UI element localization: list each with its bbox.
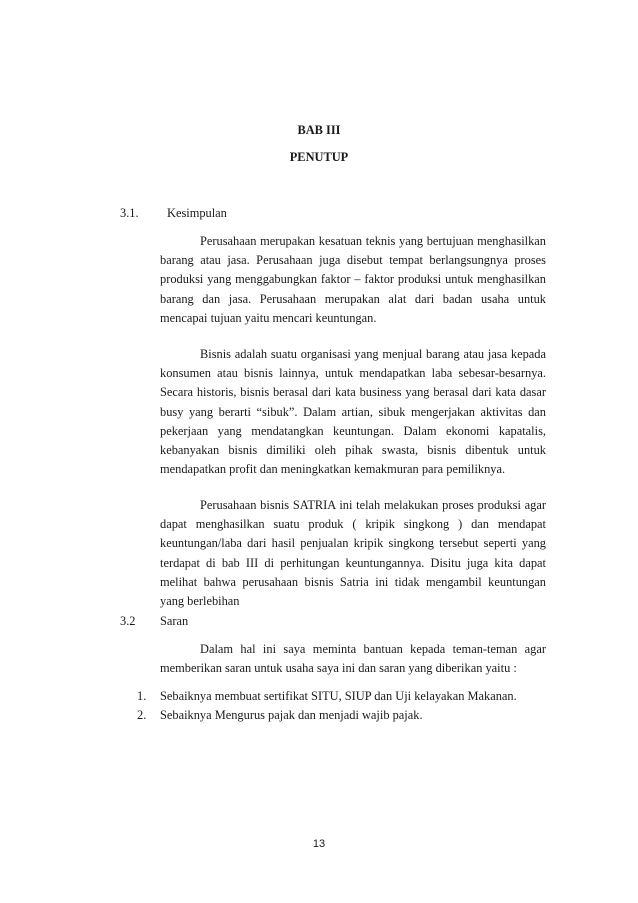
paragraph: Perusahaan bisnis SATRIA ini telah melakukan proses produksi agar dapat menghasilkan suatu produk ( kripik singkong ) dan mendapat keuntungan/laba dari hasil penjualan kripik singkong tersebut seperti yang terdapat di bab III di perhitungan keuntungannya. Disitu juga kita dapat melihat bahwa perusahaan bisnis Satria ini tidak mengambil keuntungan yang berlebihan	[160, 498, 546, 609]
section-title: Kesimpulan	[167, 206, 227, 220]
list-item	[137, 687, 557, 706]
paragraph: Dalam hal ini saya meminta bantuan kepada teman-teman agar memberikan saran untuk usaha saya ini dan saran yang diberikan yaitu :	[160, 642, 546, 676]
chapter-title: PENUTUP	[289, 150, 349, 164]
section-number: 3.2	[120, 614, 136, 628]
list-number: 1.	[137, 689, 147, 703]
section-title: Saran	[160, 614, 189, 628]
chapter-heading: BAB III	[297, 123, 341, 137]
list-text: Sebaiknya membuat sertifikat SITU, SIUP dan Uji kelayakan Makanan.	[160, 689, 517, 703]
page-number: 13	[312, 838, 326, 850]
suggestion-list	[137, 687, 557, 725]
list-text: Sebaiknya Mengurus pajak dan menjadi wajib pajak.	[160, 708, 423, 723]
section-number: 3.1.	[120, 206, 139, 220]
paragraph: Bisnis adalah suatu organisasi yang menjual barang atau jasa kepada konsumen atau bisnis lainnya, untuk mendapatkan laba sebesar-besarnya. Secara historis, bisnis berasal dari kata business yang berasal dari kata dasar busy yang berarti “sibuk”. Dalam artian, sibuk mengerjakan aktivitas dan pekerjaan yang mendatangkan keuntungan. Dalam ekonomi kapatalis, kebanyakan bisnis dimiliki oleh pihak swasta, bisnis dibentuk untuk mendapatkan profit dan meningkatkan kemakmuran para pemiliknya.	[160, 347, 546, 477]
list-item	[137, 706, 557, 725]
paragraph: Perusahaan merupakan kesatuan teknis yang bertujuan menghasilkan barang atau jasa. Perusahaan juga disebut tempat berlangsungnya proses produksi yang menggabungkan faktor – faktor produksi untuk menghasilkan barang dan jasa. Perusahaan merupakan alat dari badan usaha untuk mencapai tujuan yaitu mencari keuntungan.	[160, 234, 546, 325]
list-number: 2.	[137, 708, 147, 723]
